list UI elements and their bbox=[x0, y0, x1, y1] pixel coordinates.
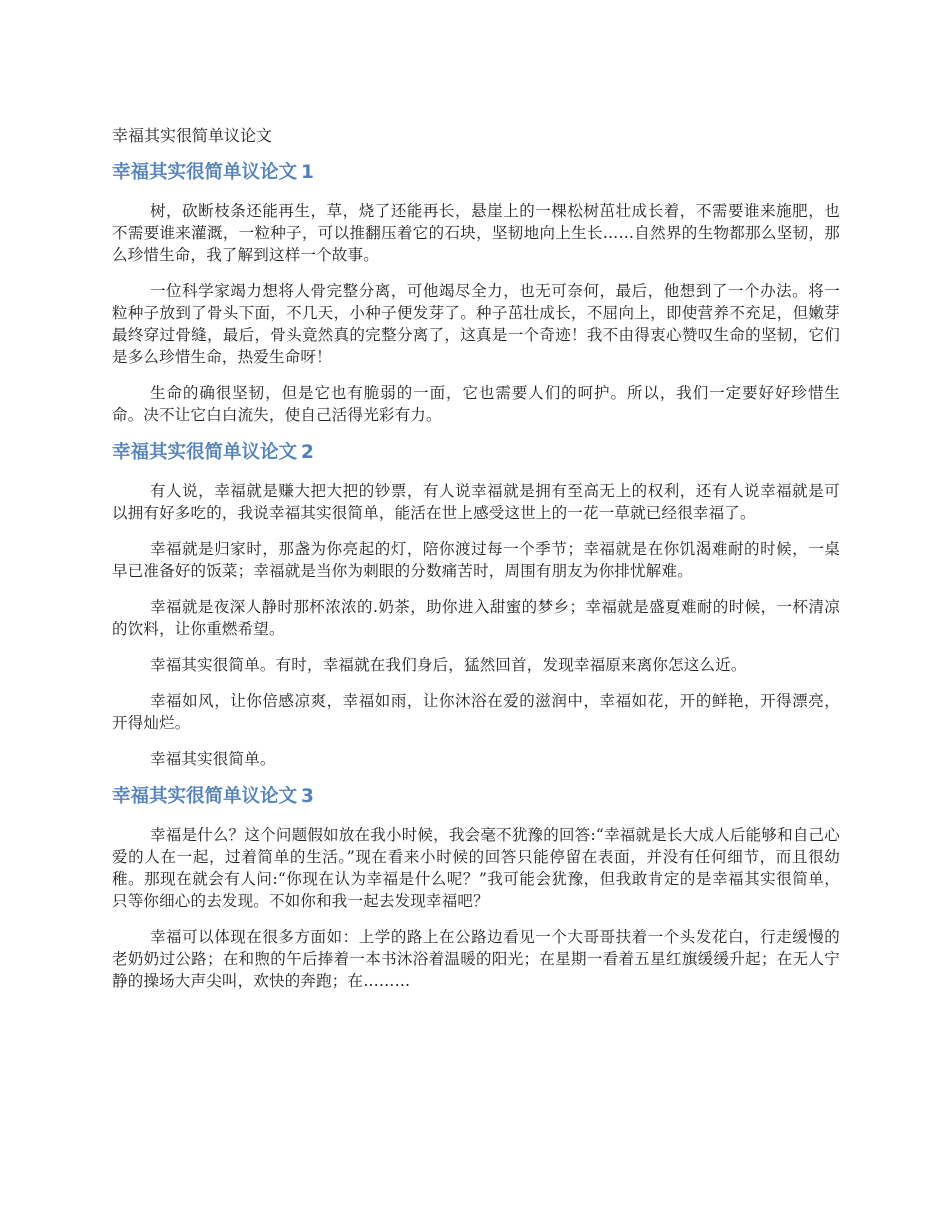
paragraph: 幸福是什么？这个问题假如放在我小时候，我会毫不犹豫的回答:“幸福就是长大成人后能够和自己心爱的人在一起，过着简单的生活。”现在看来小时候的回答只能停留在表面，并没有任何细节，而且很幼稚。那现在就会有人问:“你现在认为幸福是什么呢？”我可能会犹豫，但我敢肯定的是幸福其实很简单，只等你细心的去发现。不如你和我一起去发现幸福吧？ bbox=[112, 826, 840, 910]
paragraph: 幸福其实很简单。 bbox=[150, 750, 276, 768]
section-heading-text: 幸福其实很简单议论文 bbox=[112, 442, 298, 463]
paragraph: 一位科学家竭力想将人骨完整分离，可他竭尽全力，也无可奈何，最后，他想到了一个办法。将一粒种子放到了骨头下面，不几天，小种子便发芽了。种子茁壮成长，不屈向上，即使营养不充足，但嫩芽最终穿过骨缝，最后，骨头竟然真的完整分离了，这真是一个奇迹！我不由得衷心赞叹生命的坚韧，它们是多么珍惜生命，热爱生命呀！ bbox=[112, 282, 840, 366]
section-2 bbox=[112, 440, 840, 770]
paragraph: 幸福其实很简单。有时，幸福就在我们身后，猛然回首，发现幸福原来离你怎这么近。 bbox=[150, 656, 747, 674]
section-1 bbox=[112, 160, 840, 426]
section-heading-text: 幸福其实很简单议论文 bbox=[112, 162, 298, 183]
section-heading bbox=[112, 160, 840, 186]
section-heading bbox=[112, 440, 840, 466]
paragraph: 树，砍断枝条还能再生，草，烧了还能再长，悬崖上的一棵松树茁壮成长着，不需要谁来施肥，也不需要谁来灌溉，一粒种子，可以推翻压着它的石块，坚韧地向上生长……自然界的生物都那么坚韧，那么珍惜生命，我了解到这样一个故事。 bbox=[112, 202, 840, 264]
paragraph: 幸福如风，让你倍感凉爽，幸福如雨，让你沐浴在爱的滋润中，幸福如花，开的鲜艳，开得漂亮，开得灿烂。 bbox=[112, 692, 840, 732]
paragraph: 幸福可以体现在很多方面如：上学的路上在公路边看见一个大哥哥扶着一个头发花白，行走缓慢的老奶奶过公路；在和煦的午后捧着一本书沐浴着温暖的阳光；在星期一看着五星红旗缓缓升起；在无人宁静的操场大声尖叫，欢快的奔跑；在……… bbox=[112, 928, 840, 990]
section-number: 1 bbox=[301, 162, 314, 183]
section-heading-text: 幸福其实很简单议论文 bbox=[112, 786, 298, 807]
section-heading bbox=[112, 784, 840, 810]
paragraph: 幸福就是归家时，那盏为你亮起的灯，陪你渡过每一个季节；幸福就是在你饥渴难耐的时候，一桌早已准备好的饭菜；幸福就是当你为刺眼的分数痛苦时，周围有朋友为你排忧解难。 bbox=[112, 540, 840, 580]
section-number: 2 bbox=[301, 442, 314, 463]
paragraph: 有人说，幸福就是赚大把大把的钞票，有人说幸福就是拥有至高无上的权利，还有人说幸福就是可以拥有好多吃的，我说幸福其实很简单，能活在世上感受这世上的一花一草就已经很幸福了。 bbox=[112, 482, 840, 522]
document-body bbox=[112, 124, 840, 1006]
document-title: 幸福其实很简单议论文 bbox=[112, 126, 273, 145]
paragraph: 幸福就是夜深人静时那杯浓浓的.奶茶，助你进入甜蜜的梦乡；幸福就是盛夏难耐的时候，一杯清凉的饮料，让你重燃希望。 bbox=[112, 598, 840, 638]
section-number: 3 bbox=[301, 786, 314, 807]
section-3 bbox=[112, 784, 840, 992]
paragraph: 生命的确很坚韧，但是它也有脆弱的一面，它也需要人们的呵护。所以，我们一定要好好珍惜生命。决不让它白白流失，使自己活得光彩有力。 bbox=[112, 384, 840, 424]
